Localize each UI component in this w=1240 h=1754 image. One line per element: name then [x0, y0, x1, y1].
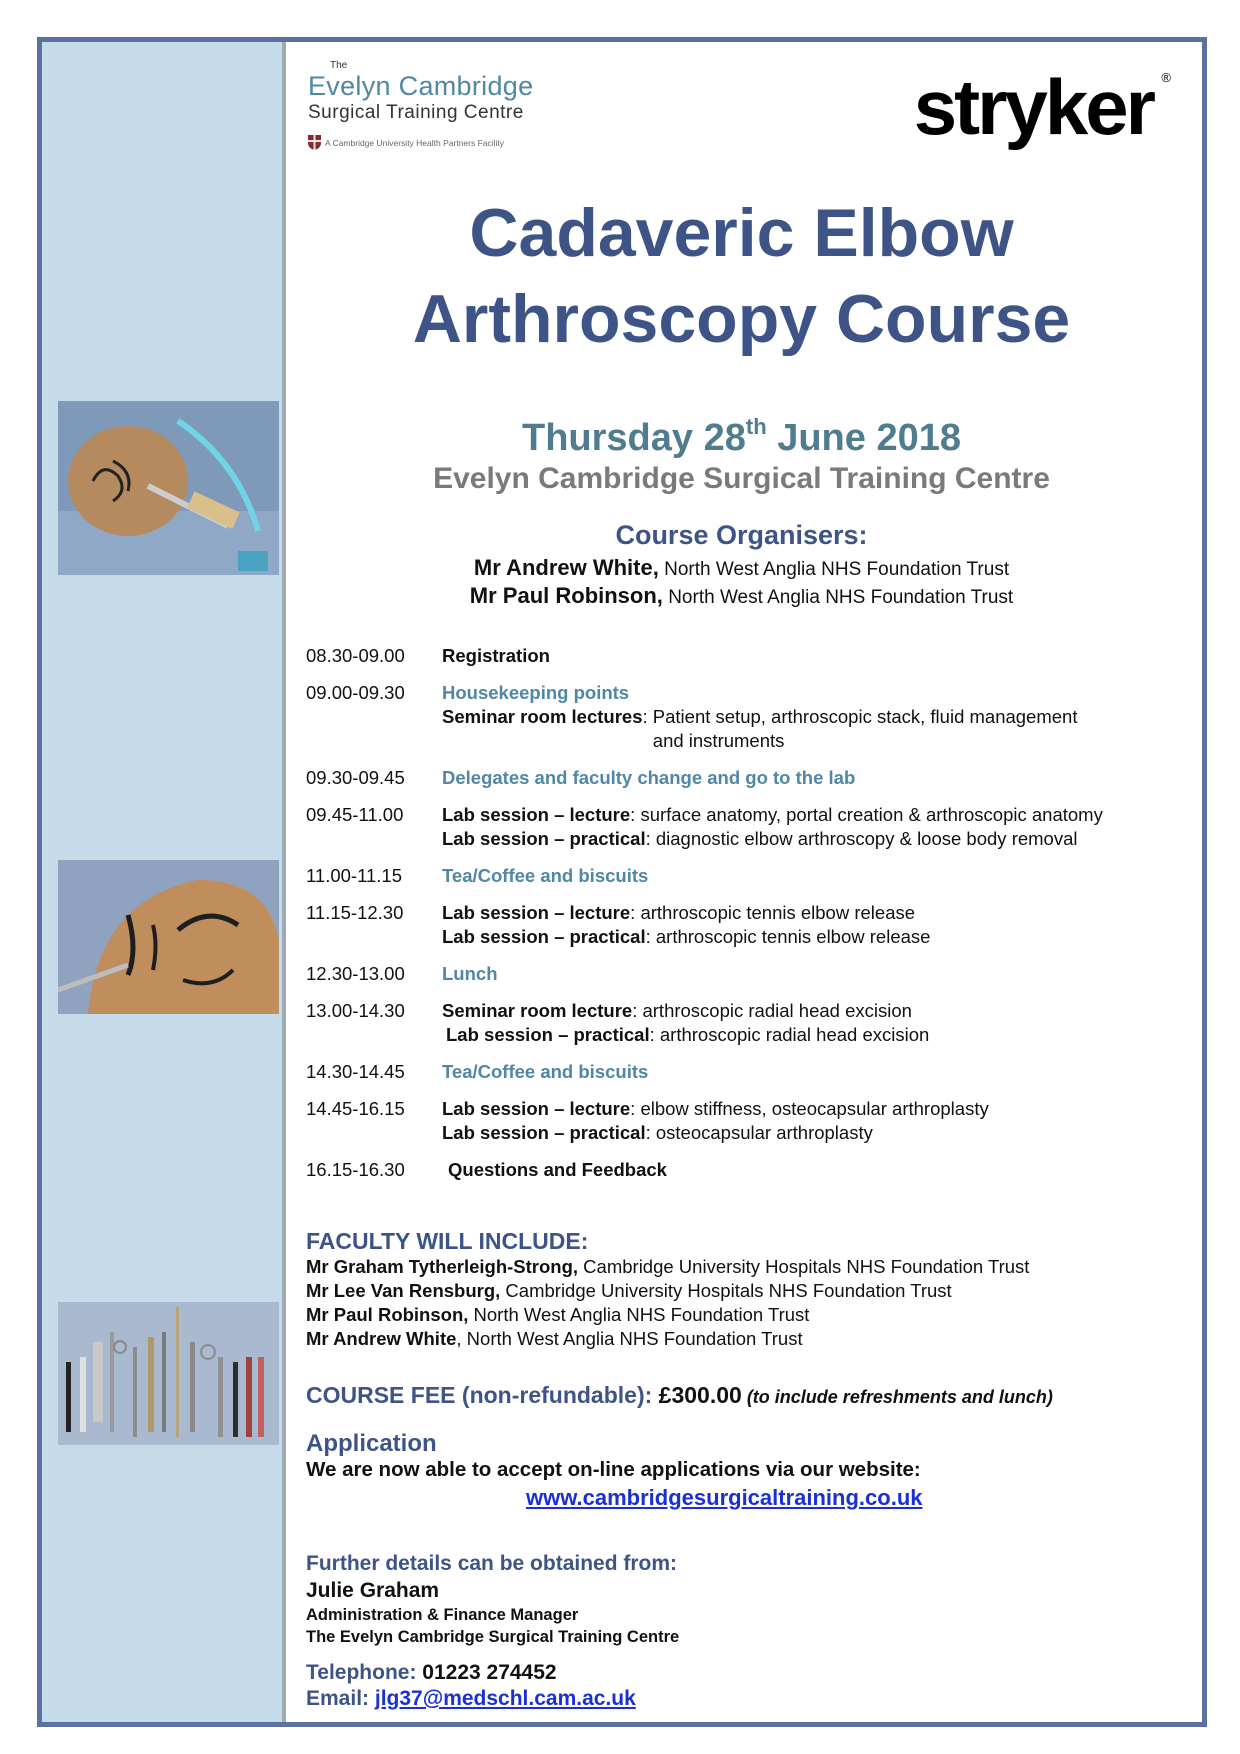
- schedule-title: Delegates and faculty change and go to the lab: [442, 767, 856, 788]
- photo-elbow-arthroscopy: [58, 401, 279, 575]
- website-link[interactable]: www.cambridgesurgicaltraining.co.uk: [526, 1485, 923, 1510]
- training-centre-logo: [308, 60, 533, 150]
- schedule-label: Lab session – practical: [442, 1122, 646, 1143]
- faculty-name: Mr Graham Tytherleigh-Strong,: [306, 1256, 579, 1277]
- schedule-title: Tea/Coffee and biscuits: [442, 1061, 649, 1082]
- faculty-item: [306, 1303, 1029, 1327]
- schedule-title: Registration: [442, 645, 550, 666]
- schedule-time: 09.30-09.45: [306, 767, 405, 788]
- schedule-desc: : arthroscopic radial head excision: [632, 1000, 912, 1021]
- programme-schedule: [306, 644, 1186, 1195]
- schedule-desc: : arthroscopic radial head excision: [649, 1024, 930, 1045]
- date-day: Thursday 28: [522, 417, 746, 459]
- schedule-row: [306, 962, 1186, 986]
- organisers-heading: Course Organisers:: [615, 520, 868, 550]
- schedule-desc: and instruments: [652, 730, 785, 751]
- schedule-time: 12.30-13.00: [306, 963, 405, 984]
- fee-label: COURSE FEE (non-refundable):: [306, 1382, 659, 1408]
- schedule-desc: : arthroscopic tennis elbow release: [630, 902, 916, 923]
- organiser-item: [286, 583, 1197, 609]
- cambridge-shield-icon: [308, 135, 321, 150]
- schedule-row: [306, 864, 1186, 888]
- faculty-name: Mr Paul Robinson,: [306, 1304, 469, 1325]
- main-content: [286, 42, 1197, 1722]
- schedule-row: [306, 803, 1186, 851]
- photo-instruments: [58, 1302, 279, 1445]
- faculty-name: Mr Andrew White: [306, 1328, 457, 1349]
- logo-partner-line: [308, 135, 533, 150]
- schedule-desc: : surface anatomy, portal creation & arthroscopic anatomy: [630, 804, 1103, 825]
- schedule-label: Lab session – practical: [446, 1024, 650, 1045]
- logo-partner-text: A Cambridge University Health Partners Facility: [325, 137, 505, 148]
- schedule-time: 13.00-14.30: [306, 1000, 405, 1021]
- schedule-title: Questions and Feedback: [448, 1159, 667, 1180]
- fee-note: (to include refreshments and lunch): [741, 1387, 1053, 1407]
- schedule-row: [306, 1158, 1186, 1182]
- contact-email: [306, 1687, 636, 1711]
- organiser-org: North West Anglia NHS Foundation Trust: [658, 559, 1010, 580]
- application-heading: Application: [306, 1430, 437, 1457]
- faculty-name: Mr Lee Van Rensburg,: [306, 1280, 501, 1301]
- organiser-name: Mr Paul Robinson,: [469, 583, 663, 608]
- faculty-org: North West Anglia NHS Foundation Trust: [468, 1304, 810, 1325]
- schedule-label: Seminar room lecture: [442, 1000, 633, 1021]
- schedule-row: [306, 901, 1186, 949]
- schedule-time: 16.15-16.30: [306, 1159, 405, 1180]
- further-details-heading: Further details can be obtained from:: [306, 1552, 678, 1575]
- faculty-list: [306, 1255, 1029, 1351]
- registered-mark: ®: [1161, 70, 1171, 85]
- faculty-org: Cambridge University Hospitals NHS Foundation Trust: [578, 1256, 1030, 1277]
- schedule-label: Seminar room lectures: [442, 706, 643, 727]
- schedule-row: [306, 1097, 1186, 1145]
- schedule-label: Lab session – lecture: [442, 1098, 631, 1119]
- course-venue: Evelyn Cambridge Surgical Training Centre: [433, 462, 1050, 495]
- logo-the: The: [330, 60, 348, 71]
- email-label: Email:: [306, 1687, 375, 1710]
- date-rest: June 2018: [766, 417, 961, 459]
- course-title-line-1: Cadaveric Elbow: [469, 195, 1014, 271]
- contact-name: Julie Graham: [306, 1579, 440, 1602]
- schedule-label: Lab session – lecture: [442, 902, 631, 923]
- organiser-org: North West Anglia NHS Foundation Trust: [662, 587, 1014, 608]
- contact-telephone: [306, 1661, 557, 1685]
- schedule-title: Tea/Coffee and biscuits: [442, 865, 649, 886]
- organiser-item: [286, 555, 1197, 581]
- schedule-desc: : arthroscopic tennis elbow release: [645, 926, 931, 947]
- fee-price: £300.00: [658, 1382, 742, 1408]
- logo-subtitle: Surgical Training Centre: [308, 102, 524, 123]
- schedule-row: [306, 766, 1186, 790]
- date-suffix: th: [745, 414, 767, 439]
- schedule-time: 09.45-11.00: [306, 804, 404, 825]
- schedule-time: 09.00-09.30: [306, 682, 405, 703]
- telephone-label: Telephone:: [306, 1661, 423, 1684]
- faculty-heading: FACULTY WILL INCLUDE:: [306, 1228, 589, 1254]
- schedule-title: Housekeeping points: [442, 682, 630, 703]
- schedule-desc: Patient setup, arthroscopic stack, fluid management: [652, 706, 1078, 727]
- course-title: [286, 190, 1197, 362]
- faculty-item: [306, 1255, 1029, 1279]
- contact-centre: The Evelyn Cambridge Surgical Training Centre: [306, 1628, 680, 1646]
- course-fee: [306, 1382, 1053, 1409]
- faculty-item: [306, 1327, 1029, 1351]
- schedule-row: [306, 644, 1186, 668]
- logo-name: Evelyn Cambridge: [308, 71, 534, 101]
- course-date: [286, 414, 1197, 460]
- schedule-time: 14.30-14.45: [306, 1061, 405, 1082]
- organiser-name: Mr Andrew White,: [473, 555, 659, 580]
- schedule-time: 08.30-09.00: [306, 645, 405, 666]
- schedule-row: [306, 1060, 1186, 1084]
- schedule-title: Lunch: [442, 963, 498, 984]
- schedule-time: 11.15-12.30: [306, 902, 404, 923]
- stryker-logo: stryker: [913, 63, 1153, 151]
- schedule-desc: : diagnostic elbow arthroscopy & loose body removal: [645, 828, 1078, 849]
- schedule-desc: : osteocapsular arthroplasty: [645, 1122, 873, 1143]
- email-link[interactable]: jlg37@medschl.cam.ac.uk: [374, 1687, 636, 1710]
- schedule-label: Lab session – lecture: [442, 804, 631, 825]
- contact-role: Administration & Finance Manager: [306, 1606, 579, 1624]
- schedule-time: 14.45-16.15: [306, 1098, 405, 1119]
- schedule-row: 09.00-09.30 Housekeeping points Seminar room lectures : Patient setup, arthroscopic stack, fluid management and instruments: [306, 681, 1186, 753]
- schedule-label: Lab session – practical: [442, 828, 646, 849]
- schedule-time: 11.00-11.15: [306, 865, 403, 886]
- course-title-line-2: Arthroscopy Course: [412, 281, 1071, 357]
- telephone-number: 01223 274452: [422, 1661, 557, 1684]
- schedule-row: [306, 999, 1186, 1047]
- faculty-item: [306, 1279, 1029, 1303]
- photo-marked-elbow: [58, 860, 279, 1014]
- schedule-label: Lab session – practical: [442, 926, 646, 947]
- faculty-org: Cambridge University Hospitals NHS Foundation Trust: [500, 1280, 952, 1301]
- schedule-desc: : elbow stiffness, osteocapsular arthroplasty: [630, 1098, 989, 1119]
- faculty-org: , North West Anglia NHS Foundation Trust: [456, 1328, 803, 1349]
- application-text: We are now able to accept on-line applications via our website:: [306, 1458, 921, 1481]
